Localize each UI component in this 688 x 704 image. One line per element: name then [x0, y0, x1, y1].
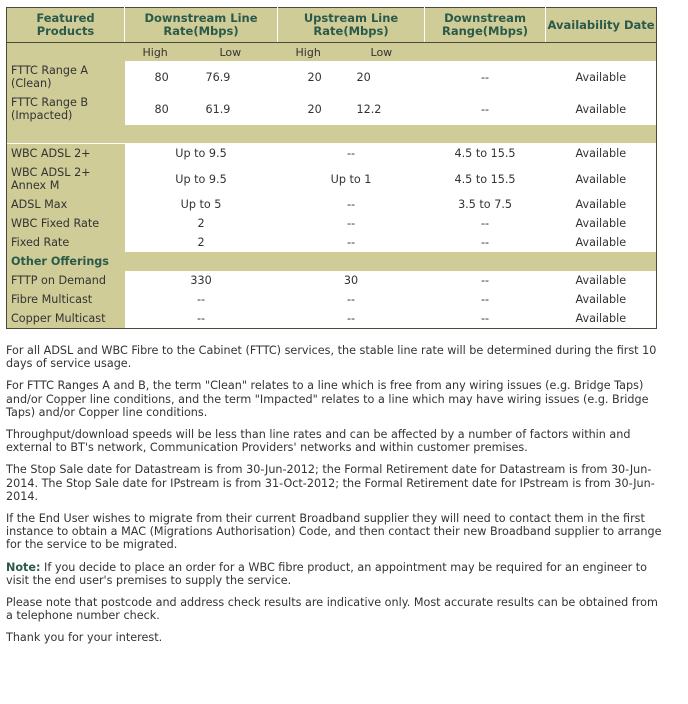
downstream-rate: Up to 9.5: [175, 147, 227, 160]
downstream-rate: 330: [190, 274, 212, 287]
subheader-empty: [7, 43, 125, 62]
product-name: FTTP on Demand: [7, 271, 125, 290]
table-row: [7, 144, 657, 163]
product-name: WBC ADSL 2+ Annex M: [7, 163, 125, 195]
downstream-range: 4.5 to 15.5: [454, 147, 516, 160]
table-row: [7, 309, 657, 329]
downstream-rate: --: [196, 312, 206, 325]
downstream-rate: Up to 9.5: [175, 172, 227, 186]
subheader-down-low: Low: [202, 43, 278, 62]
note-appointment-text: If you decide to place an order for a WBC fibre product, an appointment may be required for an engineer to visit the end user's premises to supply the service.: [6, 560, 647, 587]
table-row: [7, 93, 657, 125]
upstream-rate: --: [346, 198, 356, 211]
upstream-rate: --: [346, 293, 356, 306]
upstream-low: 12.2: [356, 102, 382, 116]
header-availability-date: Availability Date: [546, 8, 657, 43]
downstream-low: 61.9: [205, 102, 231, 116]
note-fttc-ranges: For FTTC Ranges A and B, the term "Clean" relates to a line which is free from any wiring issues (e.g. Bridge Taps) and/or Copper line conditions, and the term "Impacted" relates to a line which may have wiring issues (e.g. Bridge Taps) and/or Copper line conditions.: [6, 379, 649, 419]
header-downstream-line-rate: Downstream Line Rate(Mbps): [125, 8, 278, 43]
downstream-range: --: [480, 102, 490, 116]
note-stop-sale-dates: The Stop Sale date for Datastream is from 30-Jun-2012; the Formal Retirement date for Datastream is from 30-Jun-2014. The Stop Sale date for IPstream is from 31-Oct-2012; the Formal Retirement date for IPstream is from 30-Jun-2014.: [6, 463, 655, 503]
subheader-down-high: High: [125, 43, 202, 62]
section-separator: [7, 125, 657, 143]
subheader-up-low: Low: [353, 43, 425, 62]
upstream-rate: --: [346, 312, 356, 325]
header-downstream-range: Downstream Range(Mbps): [425, 8, 546, 43]
note-migration: If the End User wishes to migrate from their current Broadband supplier they will need to contact them in the first instance to obtain a MAC (Migrations Authorisation) Code, and then contact their new Broadband supplier to arrange for the service to be migrated.: [6, 512, 662, 552]
downstream-high: 80: [154, 70, 169, 84]
product-name: ADSL Max: [7, 195, 125, 214]
table-subheader-row: [7, 43, 657, 62]
downstream-rate: 2: [197, 236, 205, 249]
availability: Available: [575, 147, 627, 160]
downstream-range: --: [480, 70, 490, 84]
table-row: [7, 163, 657, 195]
upstream-high: 20: [307, 102, 322, 116]
product-name: Copper Multicast: [7, 309, 125, 329]
table-row: [7, 271, 657, 290]
upstream-rate: --: [346, 236, 356, 249]
downstream-range: --: [480, 274, 490, 287]
section-heading-row: [7, 252, 657, 271]
availability: Available: [575, 172, 627, 186]
product-name: WBC ADSL 2+: [7, 144, 125, 163]
table-header-row: [7, 8, 657, 43]
subheader-empty: [546, 43, 657, 62]
downstream-range: --: [480, 312, 490, 325]
downstream-rate: 2: [197, 217, 205, 230]
other-offerings-heading: Other Offerings: [7, 252, 657, 271]
notes-section: [6, 344, 666, 654]
products-table: [6, 7, 657, 329]
table-row: [7, 233, 657, 252]
downstream-rate: --: [196, 293, 206, 306]
table-row: [7, 214, 657, 233]
product-name: FTTC Range A (Clean): [7, 61, 125, 93]
upstream-rate: --: [346, 217, 356, 230]
subheader-empty: [425, 43, 546, 62]
table-row: [7, 290, 657, 309]
downstream-range: --: [480, 236, 490, 249]
header-featured-products: Featured Products: [7, 8, 125, 43]
availability: Available: [575, 70, 627, 84]
header-upstream-line-rate: Upstream Line Rate(Mbps): [278, 8, 425, 43]
upstream-rate: 30: [343, 274, 359, 287]
downstream-range: 4.5 to 15.5: [454, 172, 516, 186]
note-address-check: Please note that postcode and address check results are indicative only. Most accurate results can be obtained from a telephone number check.: [6, 596, 658, 623]
upstream-high: 20: [307, 70, 322, 84]
availability: Available: [575, 198, 627, 211]
product-name: FTTC Range B (Impacted): [7, 93, 125, 125]
downstream-rate: Up to 5: [180, 198, 222, 211]
downstream-low: 76.9: [205, 70, 231, 84]
note-appointment: [6, 561, 666, 587]
downstream-high: 80: [154, 102, 169, 116]
product-name: WBC Fixed Rate: [7, 214, 125, 233]
downstream-range: 3.5 to 7.5: [458, 198, 512, 211]
availability: Available: [575, 293, 627, 306]
availability: Available: [575, 312, 627, 325]
availability: Available: [575, 236, 627, 249]
availability: Available: [575, 217, 627, 230]
upstream-rate: --: [346, 147, 356, 160]
subheader-up-high: High: [278, 43, 353, 62]
downstream-range: --: [480, 217, 490, 230]
product-name: Fibre Multicast: [7, 290, 125, 309]
product-name: Fixed Rate: [7, 233, 125, 252]
table-row: [7, 195, 657, 214]
note-label: Note:: [6, 560, 41, 574]
note-throughput: Throughput/download speeds will be less than line rates and can be affected by a number of factors within and external to BT's network, Communication Providers' networks and within customer premises.: [6, 428, 631, 455]
thank-you-text: Thank you for your interest.: [6, 631, 163, 645]
upstream-rate: Up to 1: [330, 172, 372, 186]
table-row: [7, 61, 657, 93]
availability: Available: [575, 274, 627, 287]
upstream-low: 20: [356, 70, 371, 84]
downstream-range: --: [480, 293, 490, 306]
note-stable-line-rate: For all ADSL and WBC Fibre to the Cabinet (FTTC) services, the stable line rate will be determined during the first 10 days of service usage.: [6, 344, 657, 371]
availability: Available: [575, 102, 627, 116]
